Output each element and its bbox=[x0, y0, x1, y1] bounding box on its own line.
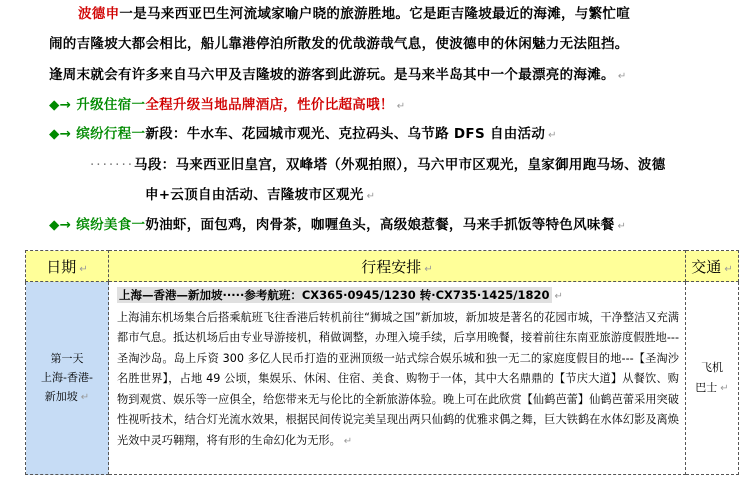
intro-line-1 bbox=[78, 2, 630, 22]
itinerary-extra-text-1: 马段：马来西亚旧皇宫，双峰塔（外观拍照），马六甲市区观光，皇家御用跑马场、波德 bbox=[134, 157, 666, 173]
cell-mark-icon: ↵ bbox=[424, 263, 433, 275]
leader-dots: ······· bbox=[90, 157, 135, 173]
bullet-food bbox=[49, 213, 626, 233]
cell-mark-icon: ↵ bbox=[79, 263, 88, 275]
intro-text-3: 逢周末就会有许多来自马六甲及吉隆坡的游客到此游玩。是马来半岛其中一个最漂亮的海滩。 bbox=[49, 67, 615, 83]
transport-cell bbox=[686, 282, 739, 475]
bullet-sep: 一 bbox=[131, 217, 146, 233]
header-schedule: 行程安排 ↵ bbox=[109, 251, 686, 282]
bullet-text: 奶油虾，面包鸡，肉骨茶，咖喱鱼头，高级娘惹餐，马来手抓饭等特色风味餐 bbox=[145, 217, 615, 233]
bullet-text: 全程升级当地品牌酒店，性价比超高哦！ bbox=[145, 97, 394, 113]
table-header-row bbox=[26, 251, 739, 282]
itinerary-extra-line-1 bbox=[90, 153, 666, 173]
transport-plane: 飞机 bbox=[701, 360, 723, 374]
bullet-label: 缤纷行程 bbox=[76, 126, 132, 142]
table-row bbox=[26, 282, 739, 475]
schedule-description: 上海浦东机场集合后搭乘航班飞往香港后转机前往“狮城之国”新加坡，新加坡是著名的花园市城，干净整洁又充满都市气息。抵达机场后由专业导游接机，稍做调整，办理入境手续，后享用晚餐，接着前往东南亚旅游度假胜地---圣淘沙岛。岛上斥资 300 多亿人民币打造的亚洲顶级一站式综合娱乐城和独一无二的家庭度假目的地---【圣淘沙名胜世界】，占地 49 公顷，集娱乐、休闲、住宿、美食、购物于一体，其中大名鼎鼎的【节庆大道】从餐饮、购物到观赏、娱乐等一应俱全，给您带来无与伦比的全新旅游体验。晚上可在此欣赏【仙鹤芭蕾】仙鹤芭蕾采用突破性视听技术，结合灯光流水效果，根据民间传说完美呈现出两只仙鹤的优雅求偶之舞，巨大铁鹤在水体幻影及离焕光效中灵巧翱翔，将有形的生命幻化为无形。 ↵ bbox=[117, 310, 679, 447]
bullet-label: 缤纷美食 bbox=[76, 217, 132, 233]
diamond-arrow-icon: ◆→ bbox=[49, 217, 72, 233]
intro-line-2: 闹的吉隆坡大都会相比，船儿靠港停泊所散发的优哉游哉气息，使波德申的休闲魅力无法阻挡。 bbox=[49, 36, 629, 52]
diamond-arrow-icon: ◆→ bbox=[49, 97, 72, 113]
diamond-arrow-icon: ◆→ bbox=[49, 126, 72, 142]
bullet-sep: 一 bbox=[131, 126, 146, 142]
cell-mark-icon: ↵ bbox=[724, 263, 733, 275]
transport-bus: 巴士 ↵ bbox=[695, 380, 729, 394]
day-cell bbox=[26, 282, 109, 475]
paragraph-mark-icon: ↵ bbox=[396, 101, 406, 112]
paragraph-mark-icon: ↵ bbox=[366, 191, 376, 202]
intro-line-3 bbox=[49, 63, 627, 83]
schedule-cell bbox=[109, 282, 686, 475]
route-highlight: 上海—香港—新加坡·····参考航班：CX365·0945/1230 转·CX735·1425/1820 bbox=[119, 288, 550, 302]
itinerary-extra-line-2 bbox=[145, 183, 375, 203]
header-date: 日期 ↵ bbox=[26, 251, 109, 282]
header-transport: 交通 ↵ bbox=[686, 251, 739, 282]
intro-text-1: 一是马来西亚巴生河流域家喻户晓的旅游胜地。它是距吉隆坡最近的海滩，与繁忙喧 bbox=[119, 6, 631, 22]
itinerary-extra-text-2: 申+云顶自由活动、吉隆坡市区观光 bbox=[145, 187, 364, 203]
intro-place: 波德申 bbox=[78, 6, 120, 22]
bullet-text: 新段：牛水车、花园城市观光、克拉码头、乌节路 DFS 自由活动 bbox=[145, 126, 546, 142]
paragraph-mark-icon: ↵ bbox=[548, 130, 557, 141]
day-label: 第一天 bbox=[50, 352, 84, 365]
bullet-sep: 一 bbox=[131, 97, 146, 113]
bullet-accommodation bbox=[49, 93, 405, 113]
route-line: 上海—香港—新加坡·····参考航班：CX365·0945/1230 转·CX735·1425/1820 ↵ bbox=[119, 288, 563, 302]
day-route-2: 新加坡 ↵ bbox=[44, 390, 90, 403]
itinerary-table bbox=[25, 250, 739, 475]
day-route-1: 上海-香港- bbox=[41, 371, 93, 384]
bullet-label: 升级住宿 bbox=[76, 97, 132, 113]
paragraph-mark-icon: ↵ bbox=[617, 71, 627, 82]
bullet-itinerary bbox=[49, 122, 557, 142]
paragraph-mark-icon: ↵ bbox=[617, 221, 627, 232]
